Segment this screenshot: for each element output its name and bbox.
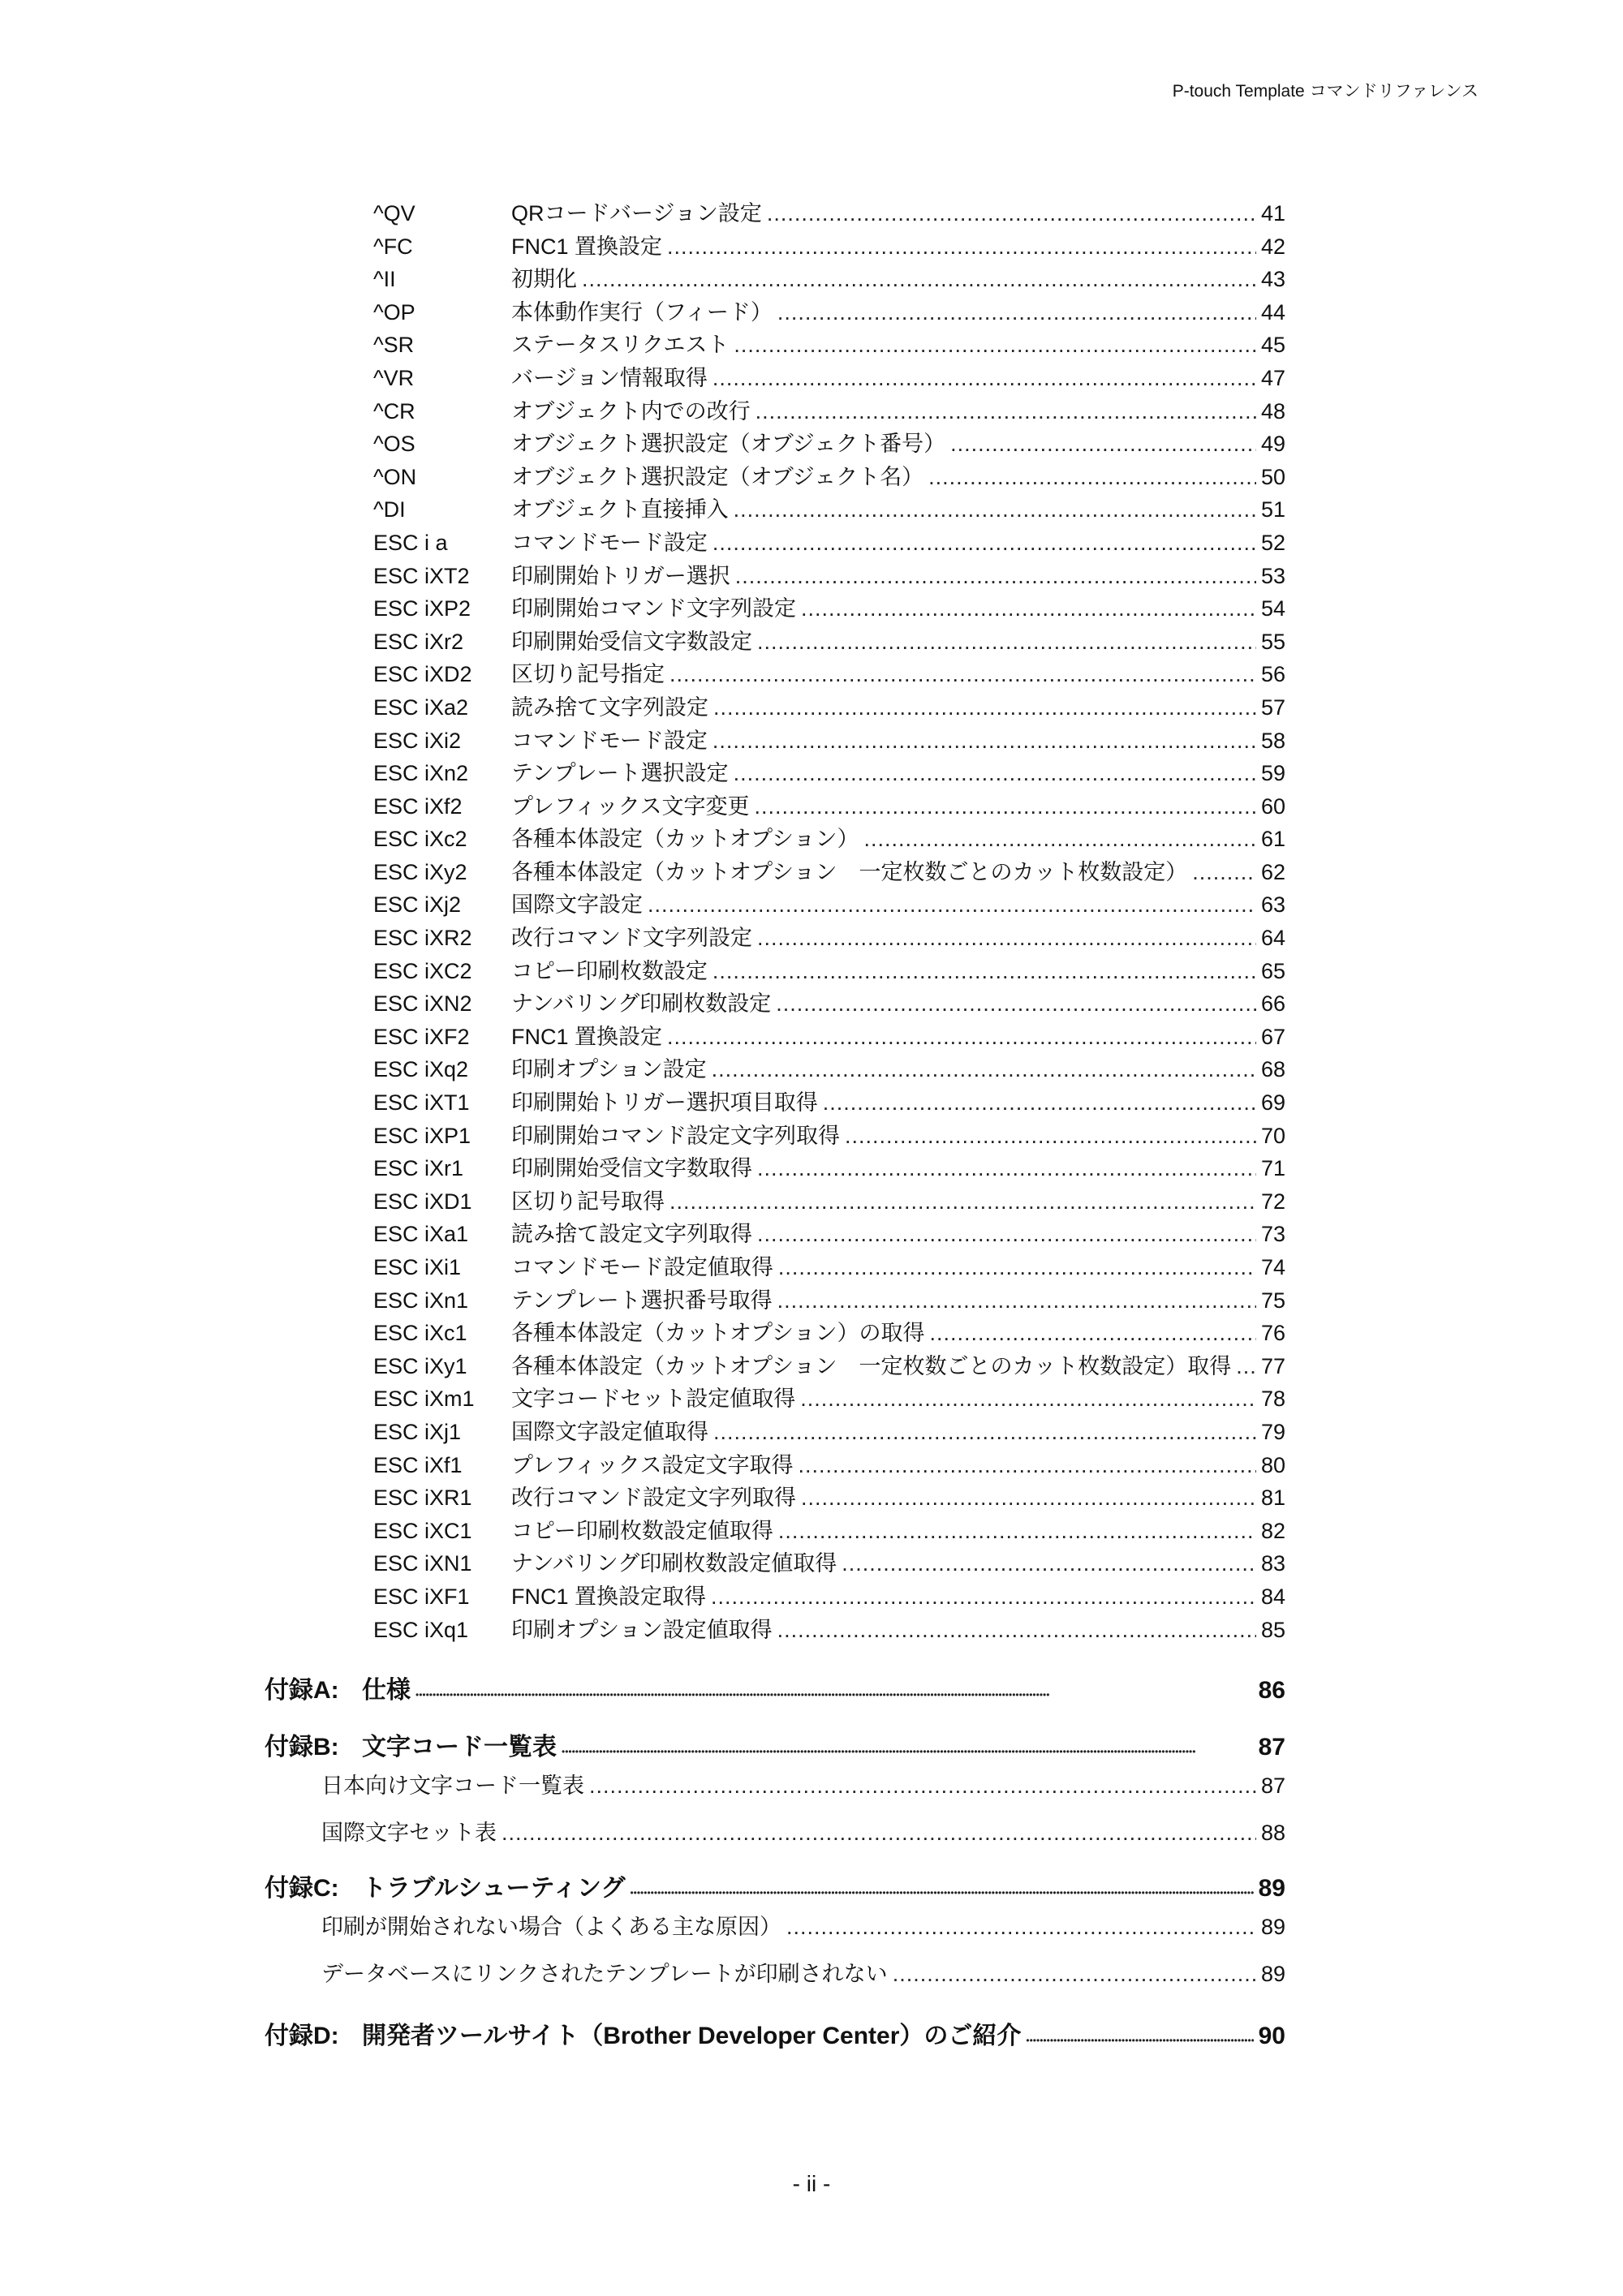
entry-title: プレフィックス文字変更 bbox=[511, 793, 750, 819]
page-number-ref: 55 bbox=[1260, 629, 1285, 654]
dot-leader bbox=[778, 1515, 1256, 1548]
toc-subentry[interactable] bbox=[265, 1958, 1285, 1990]
appendix-title: 文字コード一覧表 bbox=[362, 1734, 557, 1761]
entry-title: QRコードバージョン設定 bbox=[511, 201, 762, 226]
page-number-ref: 83 bbox=[1260, 1551, 1285, 1576]
entry-title: 文字コードセット設定値取得 bbox=[511, 1387, 796, 1412]
page-number-ref: 73 bbox=[1260, 1222, 1285, 1247]
command-code: ESC iXi1 bbox=[373, 1255, 462, 1279]
command-code: ESC iXj2 bbox=[373, 892, 462, 918]
page-number-ref: 65 bbox=[1260, 958, 1285, 983]
command-code: ^QV bbox=[373, 201, 415, 226]
table-of-contents bbox=[265, 197, 1285, 2058]
page-number-ref: 47 bbox=[1260, 365, 1285, 390]
command-code: ESC iXN1 bbox=[373, 1551, 472, 1576]
dot-leader bbox=[712, 724, 1256, 758]
toc-entry[interactable] bbox=[265, 658, 1285, 691]
appendix-label: 付録C: bbox=[265, 1875, 339, 1903]
toc-entry[interactable] bbox=[265, 888, 1285, 922]
dot-leader bbox=[712, 1053, 1256, 1086]
entry-title: 印刷開始受信文字数設定 bbox=[511, 629, 752, 654]
dot-leader bbox=[669, 1185, 1256, 1219]
dot-leader bbox=[776, 987, 1256, 1021]
dot-leader bbox=[667, 230, 1256, 264]
command-code: ESC iXP2 bbox=[373, 596, 471, 621]
entry-title: 国際文字セット表 bbox=[321, 1821, 497, 1846]
appendix-heading[interactable] bbox=[265, 1669, 1285, 1713]
toc-entry[interactable] bbox=[265, 856, 1285, 889]
page-number-ref: 87 bbox=[1260, 1774, 1285, 1799]
command-code: ESC iXa2 bbox=[373, 694, 469, 720]
dot-leader bbox=[767, 197, 1256, 230]
entry-title: FNC1 置換設定 bbox=[511, 234, 663, 259]
page-number-ref: 54 bbox=[1260, 596, 1285, 621]
entry-title: コマンドモード設定 bbox=[511, 530, 708, 555]
entry-title: 印刷が開始されない場合（よくある主な原因） bbox=[321, 1915, 781, 1940]
toc-entry[interactable] bbox=[265, 1580, 1285, 1614]
entry-title: ナンバリング印刷枚数設定 bbox=[511, 991, 772, 1017]
toc-subentry[interactable] bbox=[265, 1817, 1285, 1849]
entry-title: 初期化 bbox=[511, 267, 577, 292]
command-code: ESC iXy2 bbox=[373, 859, 467, 884]
dot-leader bbox=[712, 362, 1256, 395]
dot-leader bbox=[582, 263, 1256, 296]
dot-leader bbox=[734, 493, 1256, 527]
entry-title: コピー印刷枚数設定値取得 bbox=[511, 1518, 773, 1543]
toc-entry[interactable] bbox=[265, 1284, 1285, 1318]
appendix-heading[interactable] bbox=[265, 2014, 1285, 2058]
command-code: ESC iXP1 bbox=[373, 1123, 471, 1148]
dot-leader bbox=[842, 1547, 1256, 1580]
page-number-ref: 81 bbox=[1260, 1486, 1285, 1511]
command-code: ^OP bbox=[373, 299, 415, 325]
dot-leader bbox=[757, 626, 1256, 659]
toc-entry[interactable] bbox=[265, 823, 1285, 856]
dot-leader bbox=[630, 1867, 1253, 1915]
entry-title: ナンバリング印刷枚数設定値取得 bbox=[511, 1551, 837, 1576]
entry-title: 区切り記号指定 bbox=[511, 662, 665, 687]
page-header: P-touch Template コマンドリファレンス bbox=[1172, 82, 1479, 101]
page-number-ref: 53 bbox=[1260, 563, 1285, 588]
dot-leader bbox=[1192, 856, 1256, 889]
entry-title: テンプレート選択番号取得 bbox=[511, 1288, 773, 1313]
command-code: ^DI bbox=[373, 497, 406, 522]
toc-entry[interactable] bbox=[265, 1449, 1285, 1482]
page-number-ref: 86 bbox=[1258, 1677, 1285, 1705]
entry-title: FNC1 置換設定取得 bbox=[511, 1584, 707, 1609]
toc-entry[interactable] bbox=[265, 362, 1285, 395]
command-code: ESC iXc1 bbox=[373, 1321, 467, 1346]
page-number-ref: 72 bbox=[1260, 1189, 1285, 1214]
page-number-ref: 80 bbox=[1260, 1452, 1285, 1477]
toc-entry[interactable] bbox=[265, 395, 1285, 428]
toc-entry[interactable] bbox=[265, 724, 1285, 758]
entry-title: 各種本体設定（カットオプション）の取得 bbox=[511, 1321, 925, 1346]
dot-leader bbox=[713, 691, 1256, 724]
dot-leader bbox=[928, 461, 1256, 494]
page-number-ref: 70 bbox=[1260, 1123, 1285, 1148]
command-code: ESC iXF2 bbox=[373, 1024, 470, 1049]
entry-title: コマンドモード設定 bbox=[511, 728, 708, 753]
entry-title: オブジェクト選択設定（オブジェクト番号） bbox=[511, 432, 946, 457]
dot-leader bbox=[893, 1958, 1256, 1990]
toc-entry[interactable] bbox=[265, 1185, 1285, 1219]
dot-leader bbox=[755, 790, 1256, 823]
dot-leader bbox=[777, 1284, 1256, 1318]
command-code: ESC iXR2 bbox=[373, 926, 472, 951]
page-number-ref: 60 bbox=[1260, 793, 1285, 819]
appendix-title: 開発者ツールサイト（Brother Developer Center）のご紹介 bbox=[362, 2023, 1022, 2050]
dot-leader bbox=[648, 888, 1256, 922]
dot-leader bbox=[735, 560, 1256, 593]
entry-title: テンプレート選択設定 bbox=[511, 761, 729, 786]
entry-title: オブジェクト直接挿入 bbox=[511, 497, 729, 522]
entry-title: オブジェクト内での改行 bbox=[511, 398, 751, 424]
toc-entry[interactable] bbox=[265, 1120, 1285, 1153]
entry-title: 国際文字設定 bbox=[511, 892, 643, 918]
page-number-ref: 51 bbox=[1260, 497, 1285, 522]
command-code: ESC iXC2 bbox=[373, 958, 472, 983]
page-number-ref: 82 bbox=[1260, 1518, 1285, 1543]
page-number-ref: 58 bbox=[1260, 728, 1285, 753]
page-number-ref: 87 bbox=[1258, 1734, 1285, 1761]
entry-title: 印刷開始コマンド設定文字列取得 bbox=[511, 1123, 840, 1148]
toc-entry[interactable] bbox=[265, 1218, 1285, 1251]
entry-title: FNC1 置換設定 bbox=[511, 1024, 663, 1049]
toc-subentry[interactable] bbox=[265, 1769, 1285, 1802]
toc-entry[interactable] bbox=[265, 987, 1285, 1021]
page-number-ref: 71 bbox=[1260, 1156, 1285, 1181]
dot-leader bbox=[415, 1669, 1254, 1717]
command-code: ESC iXC1 bbox=[373, 1518, 472, 1543]
dot-leader bbox=[799, 1449, 1256, 1482]
page-number-ref: 41 bbox=[1260, 201, 1285, 226]
toc-entry[interactable] bbox=[265, 1481, 1285, 1515]
dot-leader bbox=[711, 1580, 1256, 1614]
command-code: ESC iXi2 bbox=[373, 728, 462, 753]
page-number-ref: 77 bbox=[1260, 1353, 1285, 1378]
page-number: - ii - bbox=[792, 2171, 831, 2196]
dot-leader bbox=[786, 1911, 1256, 1943]
toc-entry[interactable] bbox=[265, 1317, 1285, 1350]
page-number-ref: 68 bbox=[1260, 1057, 1285, 1082]
entry-title: 改行コマンド設定文字列取得 bbox=[511, 1486, 796, 1511]
entry-title: 印刷開始受信文字数取得 bbox=[511, 1156, 752, 1181]
toc-entry[interactable] bbox=[265, 329, 1285, 362]
dot-leader bbox=[667, 1021, 1256, 1054]
toc-entry[interactable] bbox=[265, 296, 1285, 329]
entry-title: 本体動作実行（フィード） bbox=[511, 299, 773, 325]
command-code: ESC iXy1 bbox=[373, 1353, 467, 1378]
dot-leader bbox=[800, 1382, 1256, 1416]
dot-leader bbox=[801, 592, 1256, 626]
entry-title: 印刷オプション設定値取得 bbox=[511, 1617, 773, 1642]
entry-title: 印刷開始トリガー選択項目取得 bbox=[511, 1090, 818, 1116]
dot-leader bbox=[713, 1416, 1256, 1449]
toc-entry[interactable] bbox=[265, 1152, 1285, 1185]
command-code: ESC i a bbox=[373, 530, 448, 555]
dot-leader bbox=[502, 1817, 1256, 1849]
appendix-heading[interactable] bbox=[265, 1867, 1285, 1911]
toc-entry[interactable] bbox=[265, 1515, 1285, 1548]
command-code: ^ON bbox=[373, 464, 417, 489]
entry-title: プレフィックス設定文字取得 bbox=[511, 1452, 794, 1477]
page-number-ref: 52 bbox=[1260, 530, 1285, 555]
entry-title: オブジェクト選択設定（オブジェクト名） bbox=[511, 464, 924, 489]
toc-entry[interactable] bbox=[265, 527, 1285, 560]
command-code: ESC iXq1 bbox=[373, 1617, 469, 1642]
command-code: ESC iXm1 bbox=[373, 1387, 475, 1412]
page-number-ref: 66 bbox=[1260, 991, 1285, 1017]
appendix-heading[interactable] bbox=[265, 1726, 1285, 1769]
entry-title: 日本向け文字コード一覧表 bbox=[321, 1774, 584, 1799]
toc-entry[interactable] bbox=[265, 230, 1285, 264]
appendix-label: 付録A: bbox=[265, 1677, 339, 1705]
page-number-ref: 49 bbox=[1260, 432, 1285, 457]
page-number-ref: 59 bbox=[1260, 761, 1285, 786]
page-number-ref: 43 bbox=[1260, 267, 1285, 292]
page-number-ref: 50 bbox=[1260, 464, 1285, 489]
dot-leader bbox=[757, 1218, 1256, 1251]
appendix-title: トラブルシューティング bbox=[362, 1875, 626, 1903]
page-number-ref: 88 bbox=[1260, 1821, 1285, 1846]
command-code: ESC iXD1 bbox=[373, 1189, 472, 1214]
toc-entry[interactable] bbox=[265, 1614, 1285, 1647]
command-code: ESC iXT1 bbox=[373, 1090, 470, 1116]
entry-title: 読み捨て設定文字列取得 bbox=[511, 1222, 752, 1247]
entry-title: ステータスリクエスト bbox=[511, 333, 730, 358]
page-number-ref: 45 bbox=[1260, 333, 1285, 358]
toc-entry[interactable] bbox=[265, 1416, 1285, 1449]
command-code: ESC iXN2 bbox=[373, 991, 472, 1017]
toc-entry[interactable] bbox=[265, 691, 1285, 724]
command-code: ESC iXR1 bbox=[373, 1486, 472, 1511]
toc-entry[interactable] bbox=[265, 493, 1285, 527]
command-code: ESC iXa1 bbox=[373, 1222, 469, 1247]
entry-title: コマンドモード設定値取得 bbox=[511, 1255, 773, 1279]
command-code: ESC iXf2 bbox=[373, 793, 463, 819]
dot-leader bbox=[734, 329, 1256, 362]
entry-title: コピー印刷枚数設定 bbox=[511, 958, 708, 983]
command-code: ESC iXf1 bbox=[373, 1452, 463, 1477]
toc-entry[interactable] bbox=[265, 626, 1285, 659]
toc-entry[interactable] bbox=[265, 197, 1285, 230]
page-number-ref: 57 bbox=[1260, 694, 1285, 720]
entry-title: 改行コマンド文字列設定 bbox=[511, 926, 752, 951]
toc-entry[interactable] bbox=[265, 1547, 1285, 1580]
page-number-ref: 89 bbox=[1260, 1962, 1285, 1987]
page-number-ref: 75 bbox=[1260, 1288, 1285, 1313]
toc-entry[interactable] bbox=[265, 1350, 1285, 1383]
page-number-ref: 74 bbox=[1260, 1255, 1285, 1279]
toc-entry[interactable] bbox=[265, 560, 1285, 593]
entry-title: 国際文字設定値取得 bbox=[511, 1419, 708, 1444]
page-number-ref: 69 bbox=[1260, 1090, 1285, 1116]
command-code: ^VR bbox=[373, 365, 415, 390]
page-number-ref: 48 bbox=[1260, 398, 1285, 424]
entry-title: 各種本体設定（カットオプション 一定枚数ごとのカット枚数設定）取得 bbox=[511, 1353, 1232, 1378]
command-code: ^II bbox=[373, 267, 396, 292]
command-code: ESC iXn1 bbox=[373, 1288, 469, 1313]
page-number-ref: 56 bbox=[1260, 662, 1285, 687]
toc-entry[interactable] bbox=[265, 1086, 1285, 1120]
dot-leader bbox=[801, 1481, 1256, 1515]
dot-leader bbox=[669, 658, 1256, 691]
dot-leader bbox=[930, 1317, 1256, 1350]
command-code: ^SR bbox=[373, 333, 415, 358]
dot-leader bbox=[712, 955, 1256, 988]
toc-entry[interactable] bbox=[265, 461, 1285, 494]
page-number-ref: 90 bbox=[1258, 2023, 1285, 2050]
appendix-list bbox=[265, 1669, 1285, 2058]
entry-title: 印刷開始トリガー選択 bbox=[511, 563, 730, 588]
page-number-ref: 67 bbox=[1260, 1024, 1285, 1049]
dot-leader bbox=[589, 1769, 1256, 1802]
dot-leader bbox=[950, 428, 1256, 461]
appendix-label: 付録B: bbox=[265, 1734, 339, 1761]
command-code: ^CR bbox=[373, 398, 415, 424]
page-number-ref: 42 bbox=[1260, 234, 1285, 259]
entry-title: 読み捨て文字列設定 bbox=[511, 694, 708, 720]
entry-title: 各種本体設定（カットオプション） bbox=[511, 827, 859, 852]
toc-entry[interactable] bbox=[265, 592, 1285, 626]
dot-leader bbox=[712, 527, 1256, 560]
command-code: ESC iXD2 bbox=[373, 662, 472, 687]
dot-leader bbox=[777, 296, 1256, 329]
dot-leader bbox=[562, 1726, 1254, 1774]
entry-title: データベースにリンクされたテンプレートが印刷されない bbox=[321, 1962, 888, 1987]
page-number-ref: 79 bbox=[1260, 1419, 1285, 1444]
page-number-ref: 61 bbox=[1260, 827, 1285, 852]
toc-entry[interactable] bbox=[265, 1053, 1285, 1086]
toc-entry[interactable] bbox=[265, 1251, 1285, 1284]
dot-leader bbox=[1026, 2014, 1253, 2062]
appendix-title: 仕様 bbox=[362, 1677, 411, 1705]
entry-title: 印刷オプション設定 bbox=[511, 1057, 707, 1082]
command-code: ESC iXn2 bbox=[373, 761, 469, 786]
toc-entry[interactable] bbox=[265, 757, 1285, 790]
dot-leader bbox=[756, 395, 1256, 428]
dot-leader bbox=[845, 1120, 1256, 1153]
page-number-ref: 63 bbox=[1260, 892, 1285, 918]
command-code: ESC iXr2 bbox=[373, 629, 464, 654]
page-number-ref: 85 bbox=[1260, 1617, 1285, 1642]
entry-title: バージョン情報取得 bbox=[511, 365, 708, 390]
toc-entry[interactable] bbox=[265, 428, 1285, 461]
toc-subentry[interactable] bbox=[265, 1911, 1285, 1943]
toc-entry[interactable] bbox=[265, 922, 1285, 955]
page-number-ref: 62 bbox=[1260, 859, 1285, 884]
entry-title: 各種本体設定（カットオプション 一定枚数ごとのカット枚数設定） bbox=[511, 859, 1188, 884]
command-code: ^OS bbox=[373, 432, 415, 457]
page-number-ref: 76 bbox=[1260, 1321, 1285, 1346]
dot-leader bbox=[777, 1614, 1256, 1647]
command-code: ESC iXj1 bbox=[373, 1419, 462, 1444]
command-code: ESC iXF1 bbox=[373, 1584, 470, 1609]
dot-leader bbox=[734, 757, 1256, 790]
toc-entry[interactable] bbox=[265, 955, 1285, 988]
dot-leader bbox=[757, 922, 1256, 955]
page-number-ref: 84 bbox=[1260, 1584, 1285, 1609]
command-code: ^FC bbox=[373, 234, 413, 259]
command-code: ESC iXr1 bbox=[373, 1156, 464, 1181]
page-number-ref: 89 bbox=[1260, 1915, 1285, 1940]
toc-entry[interactable] bbox=[265, 1021, 1285, 1054]
toc-entry[interactable] bbox=[265, 790, 1285, 823]
command-code: ESC iXc2 bbox=[373, 827, 467, 852]
page-number-ref: 44 bbox=[1260, 299, 1285, 325]
command-code: ESC iXq2 bbox=[373, 1057, 469, 1082]
command-code: ESC iXT2 bbox=[373, 563, 470, 588]
dot-leader bbox=[823, 1086, 1256, 1120]
dot-leader bbox=[757, 1152, 1256, 1185]
page-number-ref: 89 bbox=[1258, 1875, 1285, 1903]
command-list bbox=[265, 197, 1285, 1646]
appendix-label: 付録D: bbox=[265, 2023, 339, 2050]
toc-entry[interactable] bbox=[265, 263, 1285, 296]
dot-leader bbox=[1236, 1350, 1256, 1383]
toc-entry[interactable] bbox=[265, 1382, 1285, 1416]
entry-title: 印刷開始コマンド文字列設定 bbox=[511, 596, 796, 621]
page-number-ref: 78 bbox=[1260, 1387, 1285, 1412]
dot-leader bbox=[864, 823, 1256, 856]
page-number-ref: 64 bbox=[1260, 926, 1285, 951]
dot-leader bbox=[778, 1251, 1256, 1284]
entry-title: 区切り記号取得 bbox=[511, 1189, 665, 1214]
